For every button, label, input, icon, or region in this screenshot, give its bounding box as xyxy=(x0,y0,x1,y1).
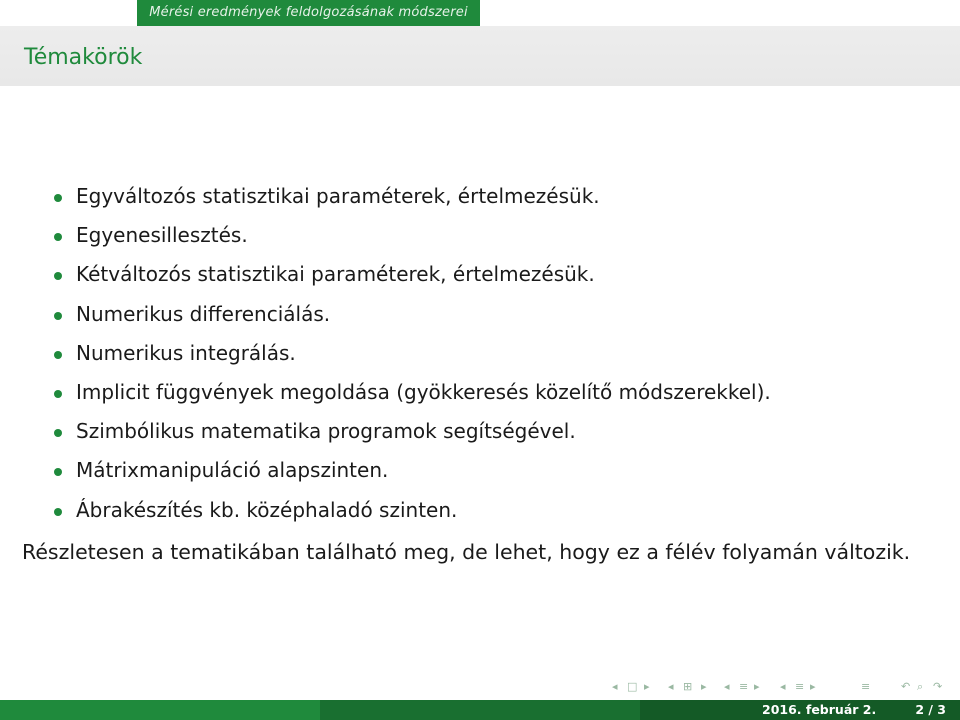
nav-section-icon[interactable]: ≡ xyxy=(739,680,749,693)
bullet-icon xyxy=(54,468,62,476)
nav-first-icon[interactable]: ◂ xyxy=(612,680,618,693)
list-item xyxy=(50,295,771,334)
list-item xyxy=(50,451,771,490)
footer xyxy=(0,700,960,720)
nav-subsection-icon[interactable]: ⊞ xyxy=(683,680,693,693)
presentation-title: Mérési eredmények feldolgozásának módszerei xyxy=(137,0,480,26)
list-item xyxy=(50,255,771,294)
bullet-icon xyxy=(54,272,62,280)
nav-subsection-prev-icon[interactable]: ◂ xyxy=(668,680,674,693)
footer-date: 2016. február 2. xyxy=(762,702,877,717)
list-item-text: Ábrakészítés kb. középhaladó szinten. xyxy=(76,497,458,522)
list-item-text: Implicit függvények megoldása (gyökkeresés közelítő módszerekkel). xyxy=(76,379,771,404)
nav-document-icon[interactable]: ≡ xyxy=(795,680,805,693)
list-item-text: Mátrixmanipuláció alapszinten. xyxy=(76,458,389,483)
summary-paragraph: Részletesen a tematikában található meg, de lehet, hogy ez a félév folyamán változik. xyxy=(22,540,911,564)
bullet-icon xyxy=(54,312,62,320)
search-back-icon[interactable]: ↶ xyxy=(901,680,911,693)
frame-title-band xyxy=(0,26,960,86)
nav-document-prev-icon[interactable]: ◂ xyxy=(780,680,786,693)
footer-left-block xyxy=(0,700,320,720)
list-item-text: Kétváltozós statisztikai paraméterek, értelmezésük. xyxy=(76,262,595,287)
list-item xyxy=(50,177,771,216)
bullet-icon xyxy=(54,429,62,437)
list-item xyxy=(50,334,771,373)
nav-section-next-icon[interactable]: ▸ xyxy=(754,680,760,693)
frame-title: Témakörök xyxy=(24,45,143,70)
list-item-text: Numerikus differenciálás. xyxy=(76,301,331,326)
bullet-icon xyxy=(54,233,62,241)
topic-list xyxy=(50,177,771,530)
list-item xyxy=(50,216,771,255)
footer-right-block xyxy=(640,700,960,720)
list-item xyxy=(50,412,771,451)
nav-next-icon[interactable]: ▸ xyxy=(644,680,650,693)
search-icon[interactable]: ⌕ xyxy=(917,680,924,693)
bullet-icon xyxy=(54,351,62,359)
nav-section-prev-icon[interactable]: ◂ xyxy=(724,680,730,693)
footer-middle-block xyxy=(320,700,640,720)
page-number: 2 / 3 xyxy=(915,702,946,717)
list-item-text: Szimbólikus matematika programok segítségével. xyxy=(76,419,576,444)
nav-appendix-icon[interactable]: ≡ xyxy=(861,680,871,693)
list-item xyxy=(50,373,771,412)
bullet-icon xyxy=(54,508,62,516)
list-item xyxy=(50,491,771,530)
list-item-text: Egyenesillesztés. xyxy=(76,223,248,248)
list-item-text: Numerikus integrálás. xyxy=(76,340,296,365)
navigation-bar xyxy=(608,678,953,696)
bullet-icon xyxy=(54,194,62,202)
list-item-text: Egyváltozós statisztikai paraméterek, értelmezésük. xyxy=(76,184,600,208)
nav-subsection-next-icon[interactable]: ▸ xyxy=(701,680,707,693)
search-forward-icon[interactable]: ↷ xyxy=(933,680,943,693)
nav-frame-icon[interactable]: □ xyxy=(627,680,638,693)
bullet-icon xyxy=(54,390,62,398)
nav-document-next-icon[interactable]: ▸ xyxy=(810,680,816,693)
